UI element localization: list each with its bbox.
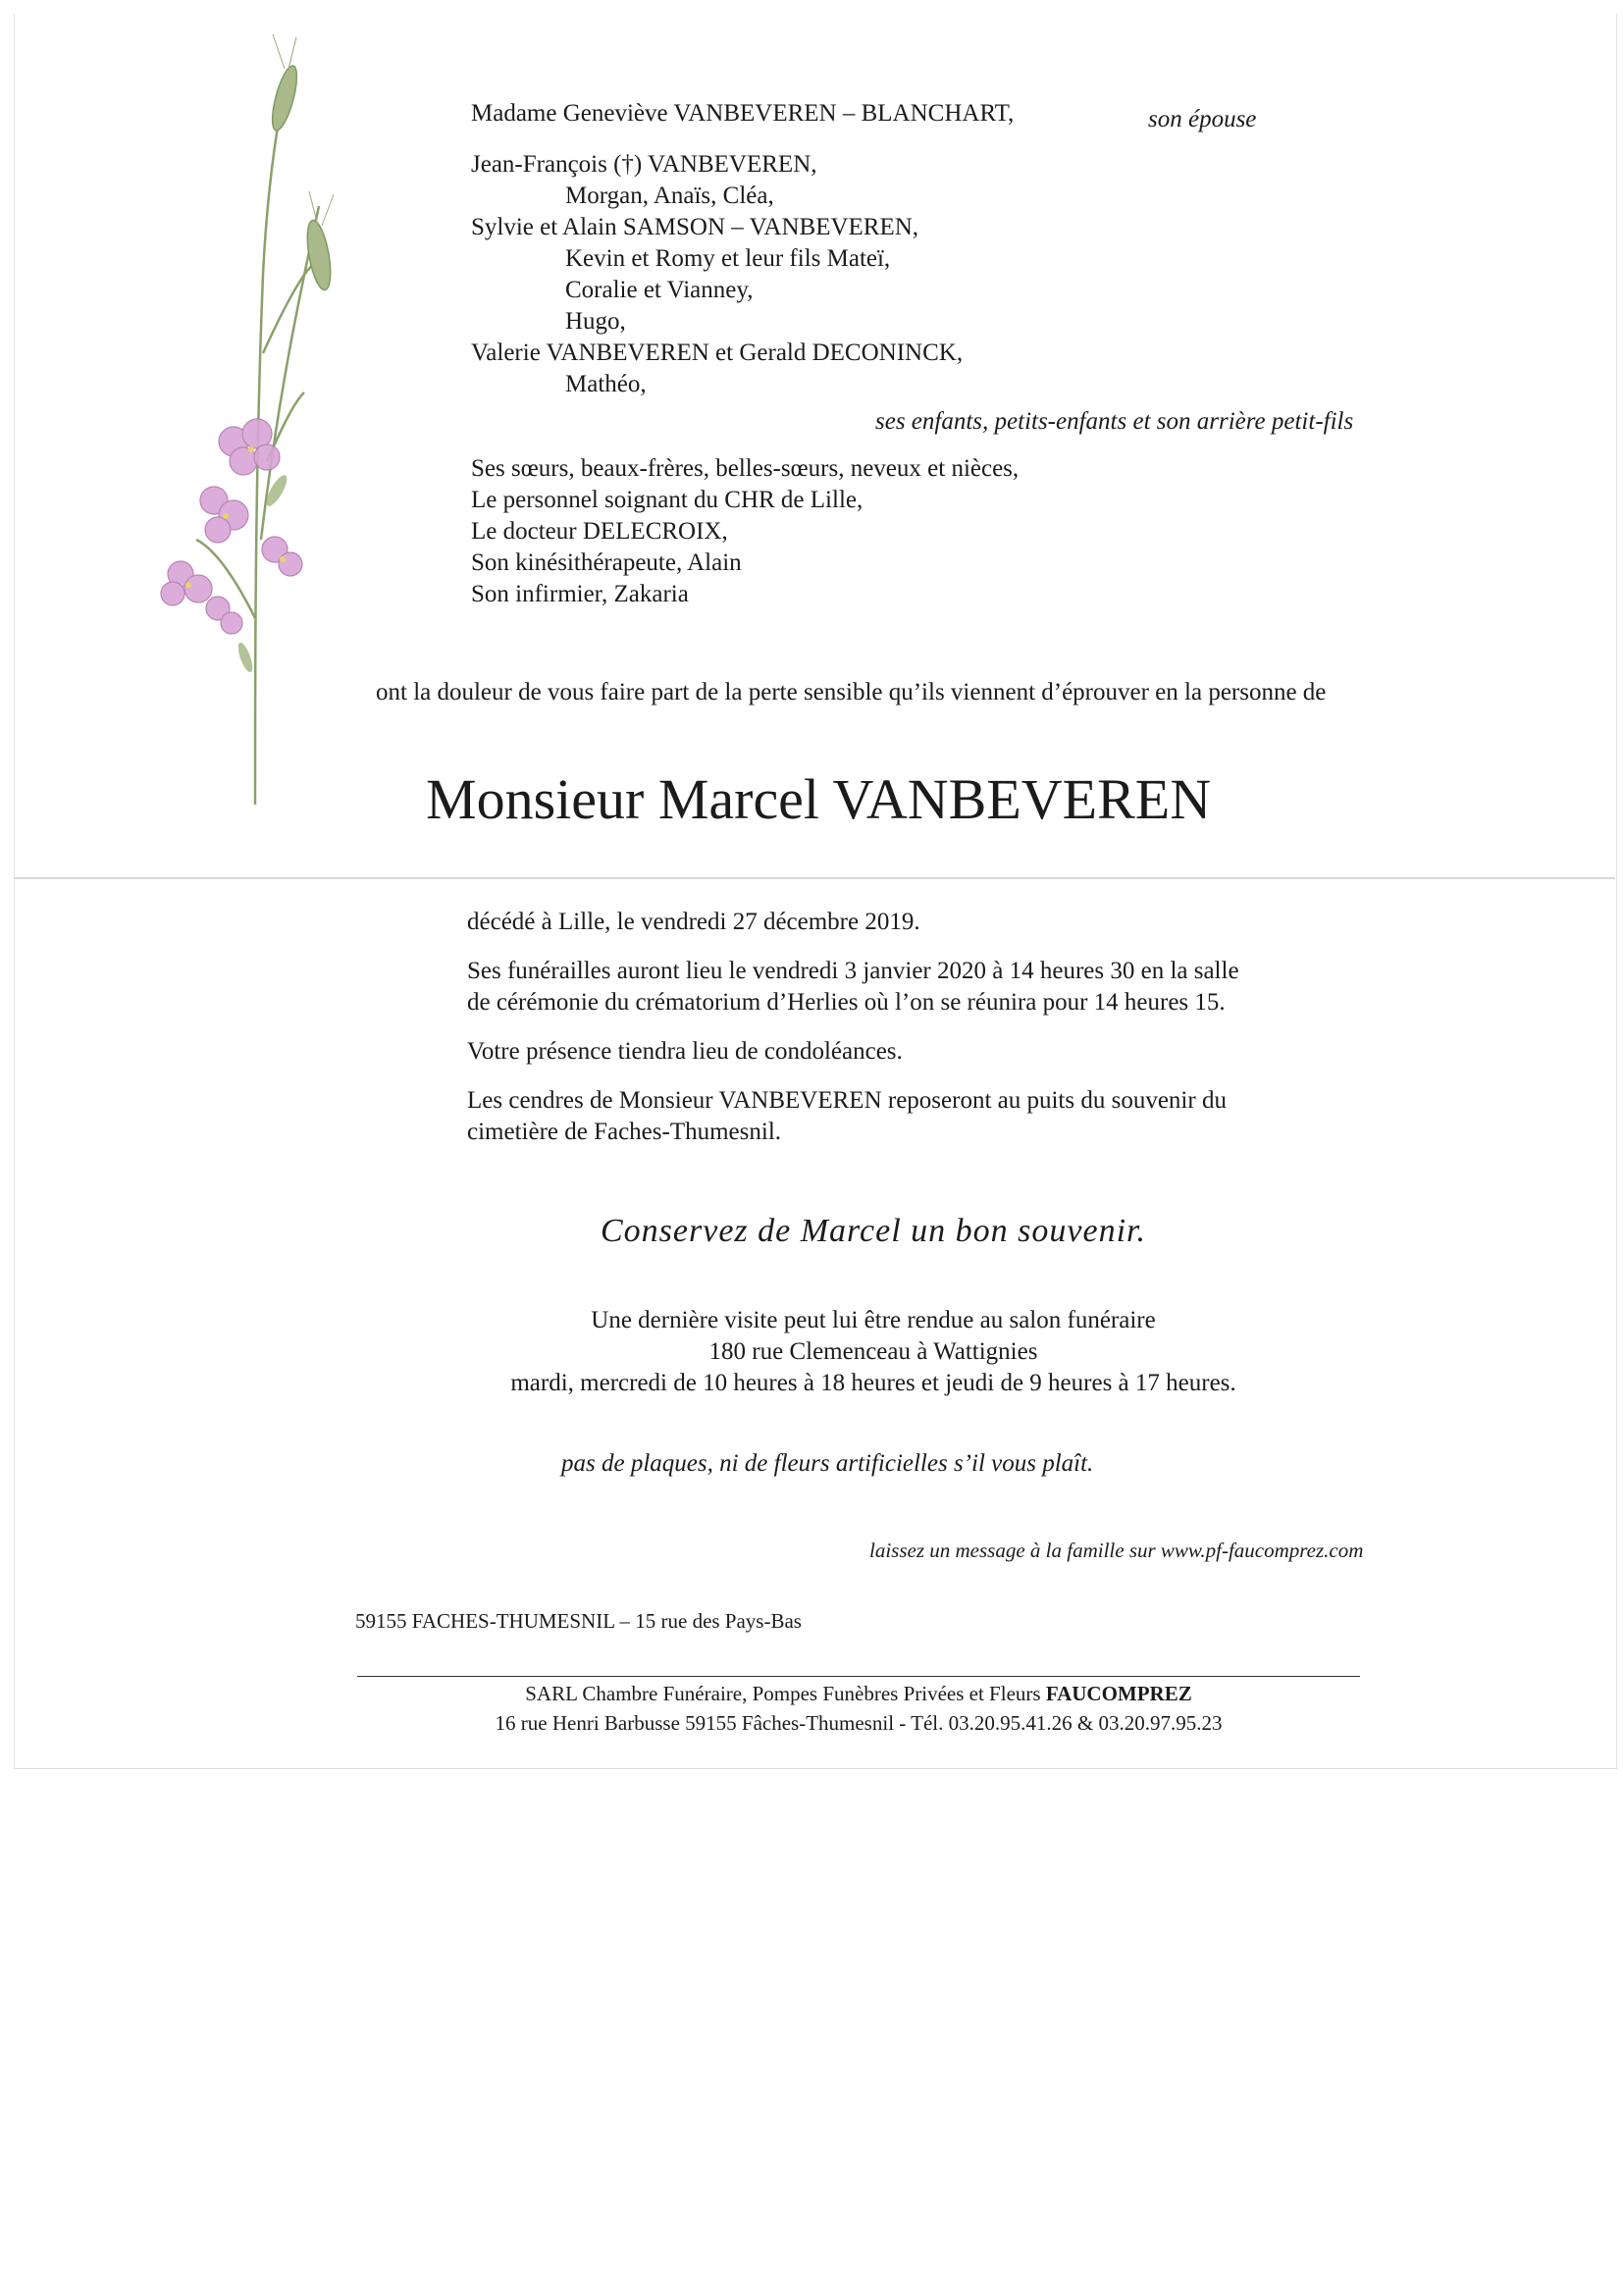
grandchild-line: Morgan, Anaïs, Cléa, xyxy=(565,183,774,209)
announcement-text: ont la douleur de vous faire part de la perte sensible qu’ils viennent d’éprouver en la personne de xyxy=(376,679,1327,705)
children-role: ses enfants, petits-enfants et son arrière petit-fils xyxy=(875,408,1354,435)
message-website: laissez un message à la famille sur www.pf-faucomprez.com xyxy=(869,1539,1364,1562)
deceased-name: Monsieur Marcel VANBEVEREN xyxy=(426,767,1212,831)
visit-line-1: Une dernière visite peut lui être rendue au salon funéraire xyxy=(591,1307,1156,1333)
footer-company-name: FAUCOMPREZ xyxy=(1045,1682,1192,1705)
memory-quote: Conservez de Marcel un bon souvenir. xyxy=(601,1213,1146,1249)
grandchild-line: Mathéo, xyxy=(565,371,647,397)
funeral-line-1: Ses funérailles auront lieu le vendredi 3 janvier 2020 à 14 heures 30 en la salle xyxy=(467,958,1239,984)
visit-line-3: mardi, mercredi de 10 heures à 18 heures et jeudi de 9 heures à 17 heures. xyxy=(510,1370,1236,1396)
child-line: Sylvie et Alain SAMSON – VANBEVEREN, xyxy=(471,214,919,240)
spouse-role: son épouse xyxy=(1148,106,1257,132)
footer-contact: 16 rue Henri Barbusse 59155 Fâches-Thumesnil - Tél. 03.20.95.41.26 & 03.20.97.95.23 xyxy=(495,1711,1223,1735)
home-address: 59155 FACHES-THUMESNIL – 15 rue des Pays-Bas xyxy=(355,1609,802,1633)
footer-company-prefix: SARL Chambre Funéraire, Pompes Funèbres Privées et Fleurs xyxy=(525,1682,1041,1705)
grandchild-line: Hugo, xyxy=(565,308,626,335)
ashes-line-1: Les cendres de Monsieur VANBEVEREN reposeront au puits du souvenir du xyxy=(467,1087,1227,1114)
fold-line xyxy=(14,877,1615,879)
others-line: Son infirmier, Zakaria xyxy=(471,581,689,607)
death-details: décédé à Lille, le vendredi 27 décembre 2019. xyxy=(467,909,920,935)
others-line: Son kinésithérapeute, Alain xyxy=(471,549,742,576)
spouse-name: Madame Geneviève VANBEVEREN – BLANCHART, xyxy=(471,100,1015,127)
child-line: Jean-François (†) VANBEVEREN, xyxy=(471,151,817,178)
footer-company xyxy=(357,1680,1360,1707)
floral-illustration-icon xyxy=(108,29,334,814)
grandchild-line: Kevin et Romy et leur fils Mateï, xyxy=(565,245,891,272)
visit-line-2: 180 rue Clemenceau à Wattignies xyxy=(708,1338,1038,1365)
grandchild-line: Coralie et Vianney, xyxy=(565,277,754,303)
others-line: Le docteur DELECROIX, xyxy=(471,518,728,545)
footer-divider xyxy=(357,1676,1360,1677)
no-flowers-note: pas de plaques, ni de fleurs artificielles s’il vous plaît. xyxy=(561,1450,1094,1477)
ashes-line-2: cimetière de Faches-Thumesnil. xyxy=(467,1119,782,1145)
others-line: Ses sœurs, beaux-frères, belles-sœurs, neveux et nièces, xyxy=(471,455,1020,482)
others-line: Le personnel soignant du CHR de Lille, xyxy=(471,487,864,513)
child-line: Valerie VANBEVEREN et Gerald DECONINCK, xyxy=(471,339,964,366)
funeral-line-2: de cérémonie du crématorium d’Herlies où l’on se réunira pour 14 heures 15. xyxy=(467,989,1226,1016)
presence-text: Votre présence tiendra lieu de condoléances. xyxy=(467,1038,903,1065)
